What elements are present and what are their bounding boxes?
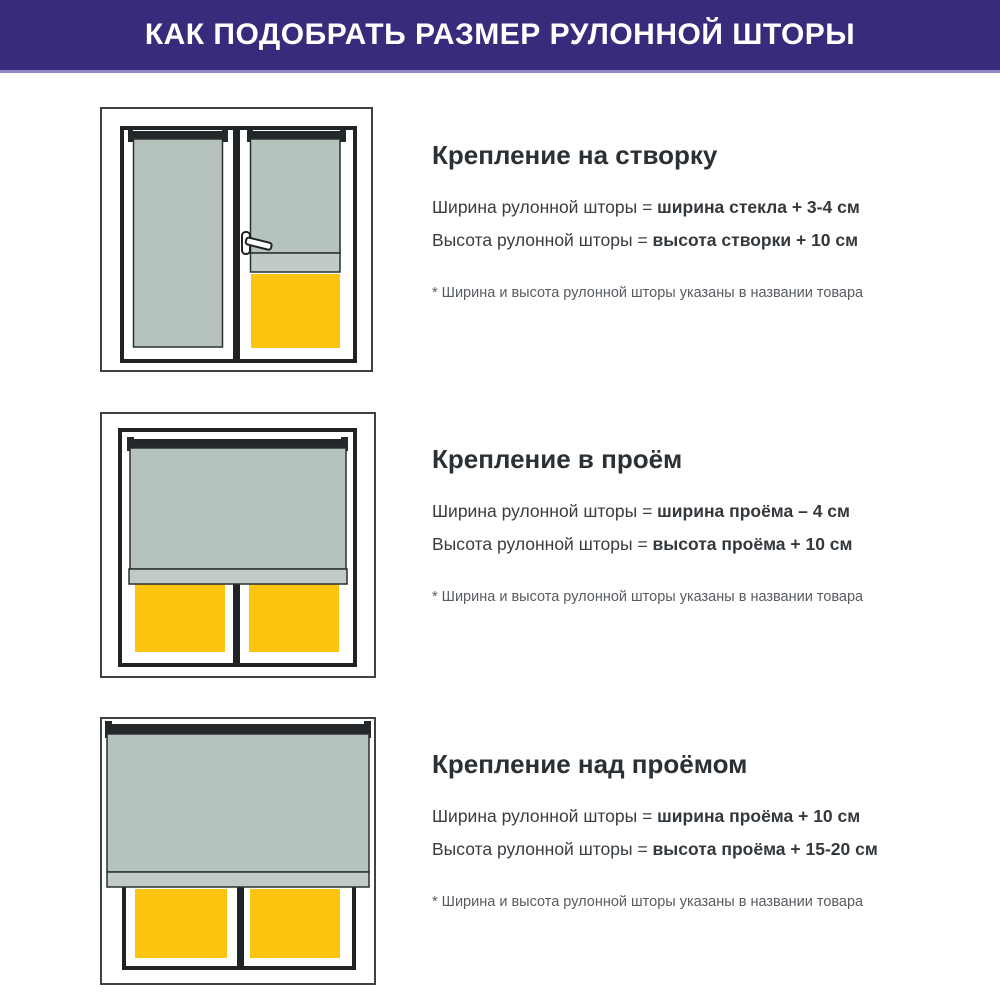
formula-value: высота створки + 10 см <box>652 230 859 251</box>
height-formula <box>432 224 902 257</box>
roller-tube <box>247 131 346 139</box>
roller-tube <box>105 724 371 734</box>
section-mount-in-opening <box>432 444 902 605</box>
roller-tube <box>128 131 228 139</box>
section-title: Крепление в проём <box>432 444 683 474</box>
formula-value: высота проёма + 10 см <box>652 534 853 555</box>
glass-pane-right <box>251 274 340 348</box>
glass-pane-left <box>135 889 227 958</box>
roller-hem-bar <box>251 253 341 272</box>
section-title: Крепление на створку <box>432 140 718 170</box>
glass-pane-left <box>135 583 225 652</box>
formula-prefix: Ширина рулонной шторы = <box>432 501 658 522</box>
illustration-mount-on-sash <box>100 107 373 372</box>
glass-pane-right <box>250 889 340 958</box>
formula-value: ширина проёма + 10 см <box>657 806 861 827</box>
formula-prefix: Высота рулонной шторы = <box>432 534 653 555</box>
glass-pane-right <box>249 583 339 652</box>
section-footnote: * Ширина и высота рулонной шторы указаны в названии товара <box>432 285 864 302</box>
roller-hem-bar <box>129 569 347 584</box>
formula-prefix: Ширина рулонной шторы = <box>432 197 658 218</box>
formula-prefix: Ширина рулонной шторы = <box>432 806 658 827</box>
window-diagram-opening <box>100 412 376 678</box>
section-footnote: * Ширина и высота рулонной шторы указаны в названии товара <box>432 589 864 606</box>
section-mount-above-opening <box>432 749 902 910</box>
roller-fabric-left-sash <box>134 139 223 347</box>
formula-value: высота проёма + 15-20 см <box>652 839 878 860</box>
page-title: КАК ПОДОБРАТЬ РАЗМЕР РУЛОННОЙ ШТОРЫ <box>144 18 856 51</box>
width-formula <box>432 800 902 833</box>
height-formula <box>432 833 902 866</box>
window-diagram-sash <box>100 107 373 372</box>
section-title: Крепление над проёмом <box>432 749 748 779</box>
formula-prefix: Высота рулонной шторы = <box>432 230 653 251</box>
roller-fabric <box>107 734 369 872</box>
illustration-mount-in-opening <box>100 412 376 678</box>
section-footnote: * Ширина и высота рулонной шторы указаны в названии товара <box>432 894 864 911</box>
width-formula <box>432 191 902 224</box>
width-formula <box>432 495 902 528</box>
height-formula <box>432 528 902 561</box>
roller-hem-bar <box>107 872 369 887</box>
header-banner <box>0 0 1000 73</box>
formula-value: ширина проёма – 4 см <box>657 501 850 522</box>
roller-fabric-right-sash <box>251 139 341 253</box>
roller-tube <box>127 439 348 448</box>
window-mullion <box>233 130 240 359</box>
illustration-mount-above-opening <box>100 717 376 985</box>
window-diagram-above <box>100 717 376 985</box>
roller-fabric <box>130 448 346 569</box>
formula-value: ширина стекла + 3-4 см <box>657 197 860 218</box>
formula-prefix: Высота рулонной шторы = <box>432 839 653 860</box>
section-mount-on-sash <box>432 140 902 301</box>
